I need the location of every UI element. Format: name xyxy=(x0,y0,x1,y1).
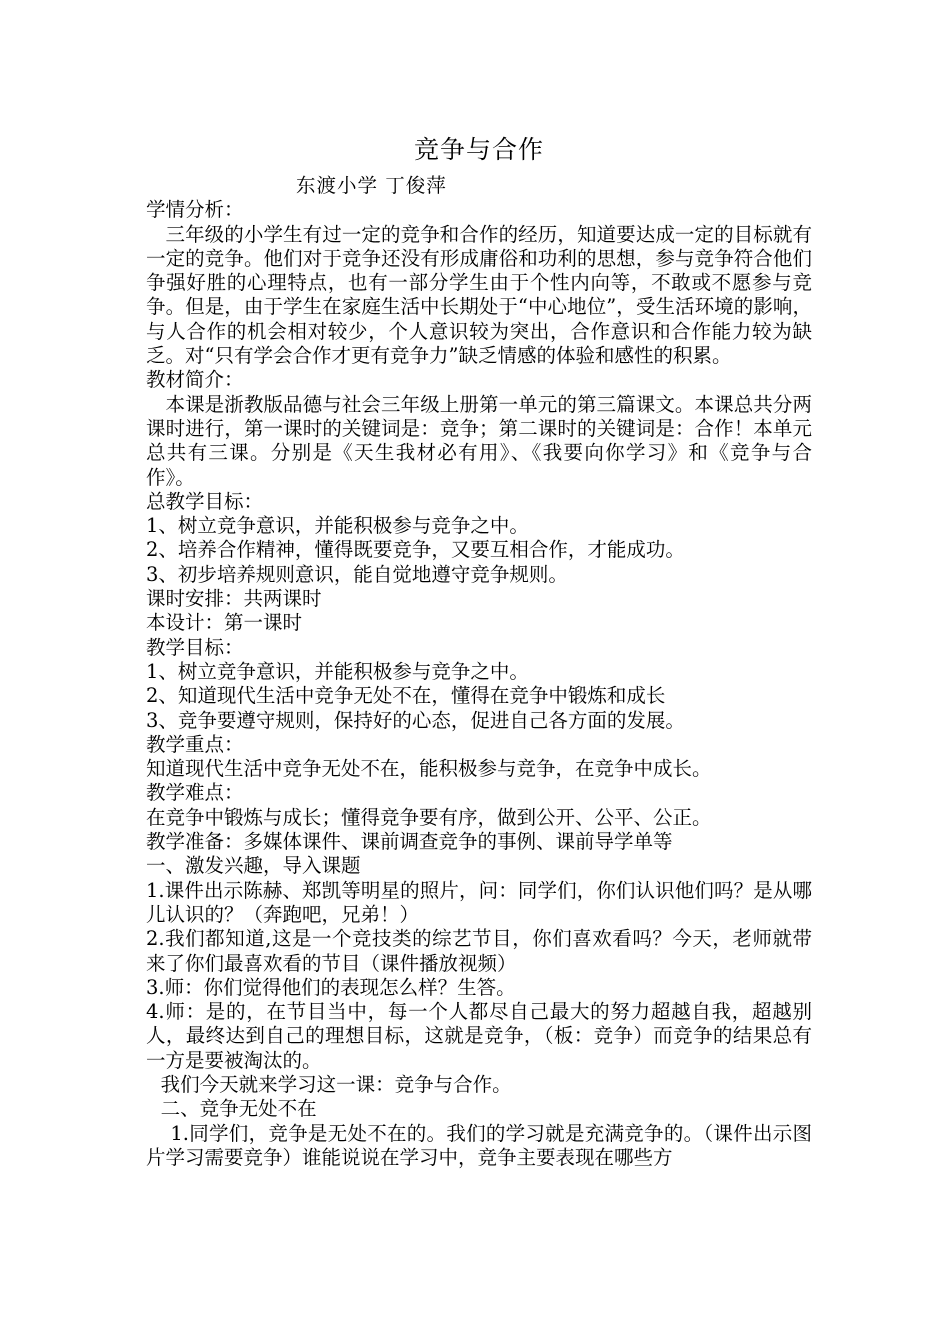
heading-teaching-goals: 教学目标： xyxy=(146,635,244,659)
paragraph-step-4: 4.师：是的，在节目当中，每一个人都尽自己最大的努力超越自我，超越别人，最终达到自己的理想目标，这就是竞争，（板：竞争）而竞争的结果总有一方是要被淘汰的。 xyxy=(146,1000,812,1072)
paragraph-step-2: 2.我们都知道,这是一个竞技类的综艺节目，你们喜欢看吗？今天，老师就带来了你们最喜欢看的节目（课件播放视频） xyxy=(146,927,812,975)
schedule-line: 课时安排：共两课时 xyxy=(146,587,322,611)
paragraph-learning-analysis: 三年级的小学生有过一定的竞争和合作的经历，知道要达成一定的目标就有一定的竞争。他们对于竞争还没有形成庸俗和功利的思想，参与竞争符合他们争强好胜的心理特点，也有一部分学生由于个性内向等，不敢或不愿参与竞争。但是，由于学生在家庭生活中长期处于“中心地位”，受生活环境的影响，与人合作的机会相对较少，个人意识较为突出，合作意识和合作能力较为缺乏。对“只有学会合作才更有竞争力”缺乏情感的体验和感性的积累。 xyxy=(146,222,812,368)
list-item: 2、知道现代生活中竞争无处不在，懂得在竞争中锻炼和成长 xyxy=(146,684,666,708)
heading-key-points: 教学重点： xyxy=(146,732,244,756)
list-item: 3、初步培养规则意识，能自觉地遵守竞争规则。 xyxy=(146,562,568,586)
paragraph-key-points: 知道现代生活中竞争无处不在，能积极参与竞争，在竞争中成长。 xyxy=(146,757,712,781)
heading-overall-goals: 总教学目标： xyxy=(146,489,264,513)
section-heading-1: 一、激发兴趣，导入课题 xyxy=(146,854,361,878)
heading-difficulties: 教学难点： xyxy=(146,781,244,805)
list-item: 2、培养合作精神，懂得既要竞争，又要互相合作，才能成功。 xyxy=(146,538,685,562)
document-page xyxy=(146,132,812,1170)
document-title: 竞争与合作 xyxy=(413,135,544,164)
document-author: 东渡小学 丁俊萍 xyxy=(296,174,447,197)
paragraph-section2-step-1: 1.同学们，竞争是无处不在的。我们的学习就是充满竞争的。（课件出示图片学习需要竞争）谁能说说在学习中，竞争主要表现在哪些方 xyxy=(146,1121,812,1169)
design-line: 本设计：第一课时 xyxy=(146,611,303,635)
paragraph-step-3: 3.师：你们觉得他们的表现怎么样？生答。 xyxy=(146,975,516,999)
heading-learning-analysis: 学情分析： xyxy=(146,198,244,222)
preparation-line: 教学准备：多媒体课件、课前调查竞争的事例、课前导学单等 xyxy=(146,830,673,854)
list-item: 3、竞争要遵守规则，保持好的心态，促进自己各方面的发展。 xyxy=(146,708,685,732)
paragraph-step-1: 1.课件出示陈赫、郑凯等明星的照片，问：同学们，你们认识他们吗？是从哪儿认识的？（奔跑吧，兄弟！） xyxy=(146,878,812,926)
paragraph-difficulties: 在竞争中锻炼与成长；懂得竞争要有序，做到公开、公平、公正。 xyxy=(146,805,712,829)
paragraph-textbook-intro: 本课是浙教版品德与社会三年级上册第一单元的第三篇课文。本课总共分两课时进行，第一课时的关键词是：竞争；第二课时的关键词是：合作！本单元总共有三课。分别是《天生我材必有用》、《我要向你学习》和《竞争与合作》。 xyxy=(146,392,812,489)
paragraph-intro-lesson: 我们今天就来学习这一课：竞争与合作。 xyxy=(160,1072,512,1096)
heading-textbook-intro: 教材简介： xyxy=(146,368,244,392)
list-item: 1、树立竞争意识，并能积极参与竞争之中。 xyxy=(146,659,529,683)
list-item: 1、树立竞争意识，并能积极参与竞争之中。 xyxy=(146,514,529,538)
section-heading-2: 二、竞争无处不在 xyxy=(160,1097,317,1121)
